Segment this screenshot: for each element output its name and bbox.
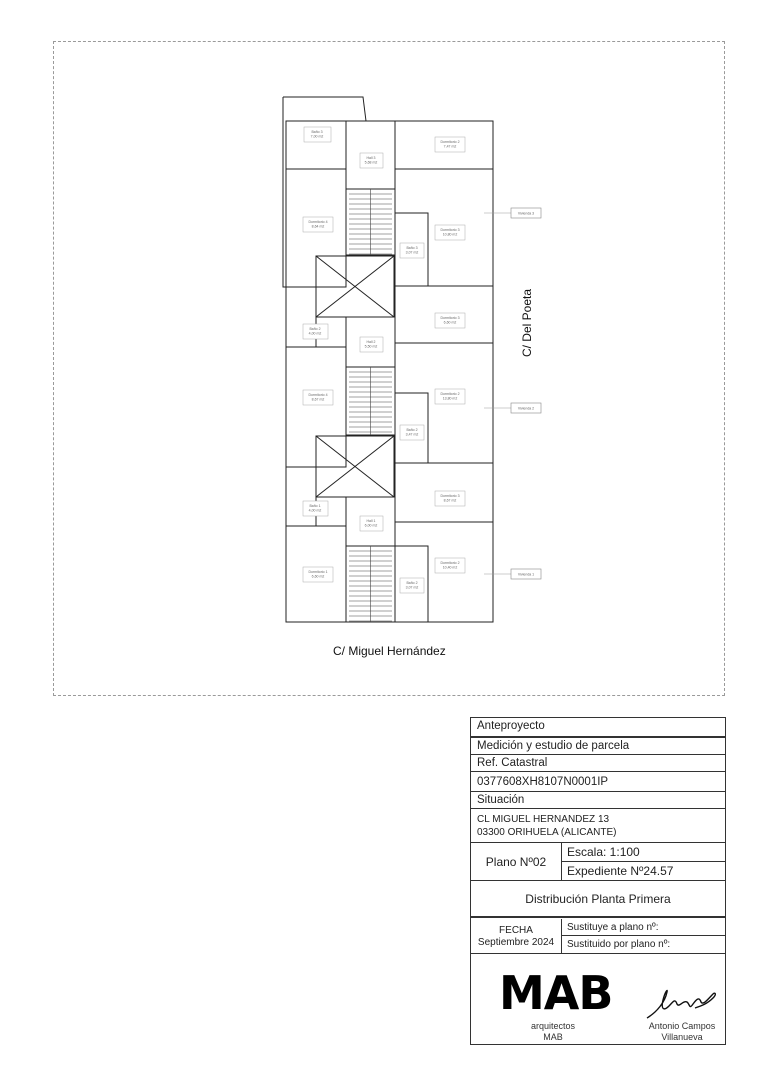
expediente: Expediente Nº24.57 (567, 864, 674, 878)
replaced-by: Sustituido por plano nº: (567, 939, 671, 950)
ref-label: Ref. Catastral (477, 757, 548, 769)
replaces-cell (562, 919, 725, 936)
label-hall1: Hall 1 6,00 m2 (364, 519, 378, 528)
situation-label-row (471, 792, 725, 809)
replaces: Sustituye a plano nº: (567, 922, 659, 933)
project-type-row (471, 718, 725, 737)
title-block (470, 717, 726, 1045)
date-label: FECHA (499, 925, 533, 936)
label-dorm1-bot: Dormitorio 1 6,60 m2 (308, 570, 328, 579)
label-bano2-bot: Baño 2 3,07 m2 (405, 581, 419, 590)
firm-name (523, 1021, 583, 1043)
label-bano2b-mid: Baño 2 3,47 m2 (405, 428, 419, 437)
plan-number-cell (471, 843, 562, 881)
project-type: Anteproyecto (477, 720, 545, 732)
label-vivienda2: Vivienda 2 (517, 406, 535, 411)
street-label-right: C/ Del Poeta (520, 288, 534, 358)
firm-line-2: MAB (543, 1032, 563, 1042)
address-row (471, 809, 725, 843)
label-vivienda3: Vivienda 3 (517, 211, 535, 216)
label-dorm4-mid: Dormitorio 4 8,67 m2 (308, 393, 328, 402)
architect-name (639, 1021, 725, 1043)
address-line-1: CL MIGUEL HERNANDEZ 13 (477, 814, 610, 825)
signature (643, 984, 723, 1024)
label-bano1: Baño 1 4,00 m2 (308, 504, 322, 513)
ref-value-row (471, 772, 725, 792)
ref-label-row (471, 755, 725, 772)
building-outline (283, 97, 493, 622)
firm-line-1: arquitectos (530, 1021, 576, 1031)
description: Medición y estudio de parcela (477, 740, 630, 752)
architect-line-1: Antonio Campos (648, 1021, 716, 1031)
label-hall3: Hall 3 5,68 m2 (364, 156, 378, 165)
label-hall2: Hall 2 5,50 m2 (364, 340, 378, 349)
label-bano2-mid: Baño 2 4,00 m2 (308, 327, 322, 336)
expediente-cell (562, 862, 725, 881)
architect-line-2: Villanueva (661, 1032, 703, 1042)
description-row (471, 737, 725, 755)
scale: Escala: 1:100 (567, 845, 640, 859)
label-vivienda1: Vivienda 1 (517, 572, 535, 577)
label-dorm2-bot: Dormitorio 2 10,40 m2 (440, 561, 460, 570)
label-dorm-mid-a: Dormitorio 3 6,60 m2 (440, 316, 460, 325)
plan-number: Plano Nº02 (485, 855, 547, 869)
label-bano3: Baño 3 7,00 m2 (310, 130, 324, 139)
label-dorm3-bot: Dormitorio 3 8,67 m2 (440, 494, 460, 503)
label-dorm3-top: Dormitorio 3 10,80 m2 (440, 228, 460, 237)
label-dorm4-top: Dormitorio 4 8,64 m2 (308, 220, 328, 229)
room-bano1 (286, 467, 316, 526)
address-line-2: 03300 ORIHUELA (ALICANTE) (477, 827, 617, 838)
situation-label: Situación (477, 794, 525, 806)
scale-cell (562, 843, 725, 862)
plan-title-cell (471, 881, 725, 918)
street-label-bottom: C/ Miguel Hernández (333, 644, 446, 658)
label-dorm2-mid: Dormitorio 2 13,80 m2 (440, 392, 460, 401)
date-cell (471, 919, 562, 954)
label-dorm2-top: Dormitorio 2 7,47 m2 (440, 140, 460, 149)
label-bano-top: Baño 3 3,07 m2 (405, 246, 419, 255)
mab-logo: MAB (499, 966, 613, 1020)
replaced-by-cell (562, 936, 725, 954)
plan-title: Distribución Planta Primera (525, 892, 671, 906)
date-value: Septiembre 2024 (477, 937, 555, 948)
ref-value: 0377608XH8107N0001IP (477, 776, 609, 788)
